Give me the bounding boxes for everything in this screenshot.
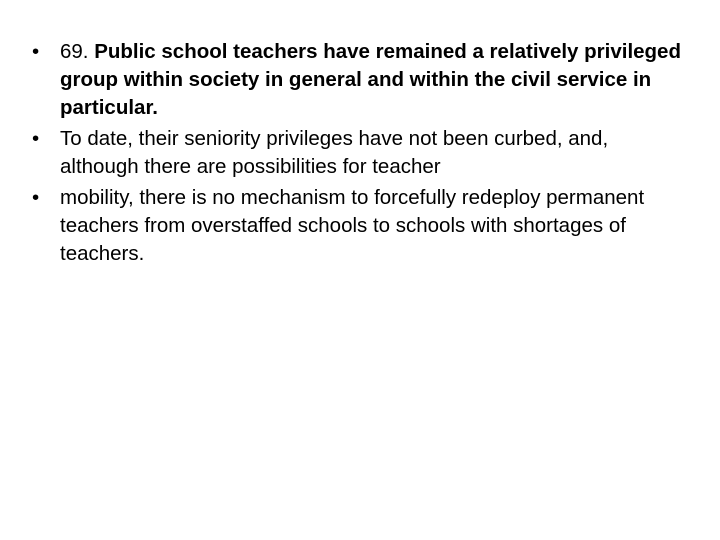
bullet-list: [32, 38, 692, 271]
bullet-icon: •: [32, 40, 40, 63]
bullet-text-2: To date, their seniority privileges have not been curbed, and, although there are possibilities for teacher: [60, 127, 609, 178]
bullet-item-3: [32, 184, 692, 268]
bullet-item-1: [32, 38, 692, 122]
item-number: 69.: [60, 40, 95, 63]
bullet-icon: •: [32, 186, 40, 209]
bullet-text-3: mobility, there is no mechanism to forcefully redeploy permanent teachers from overstaffed schools to schools with shortages of teachers.: [60, 186, 645, 265]
bullet-icon: •: [32, 127, 40, 150]
bullet-text-1: Public school teachers have remained a relatively privileged group within society in general and within the civil service in particular.: [60, 40, 681, 119]
bullet-item-2: [32, 125, 692, 181]
